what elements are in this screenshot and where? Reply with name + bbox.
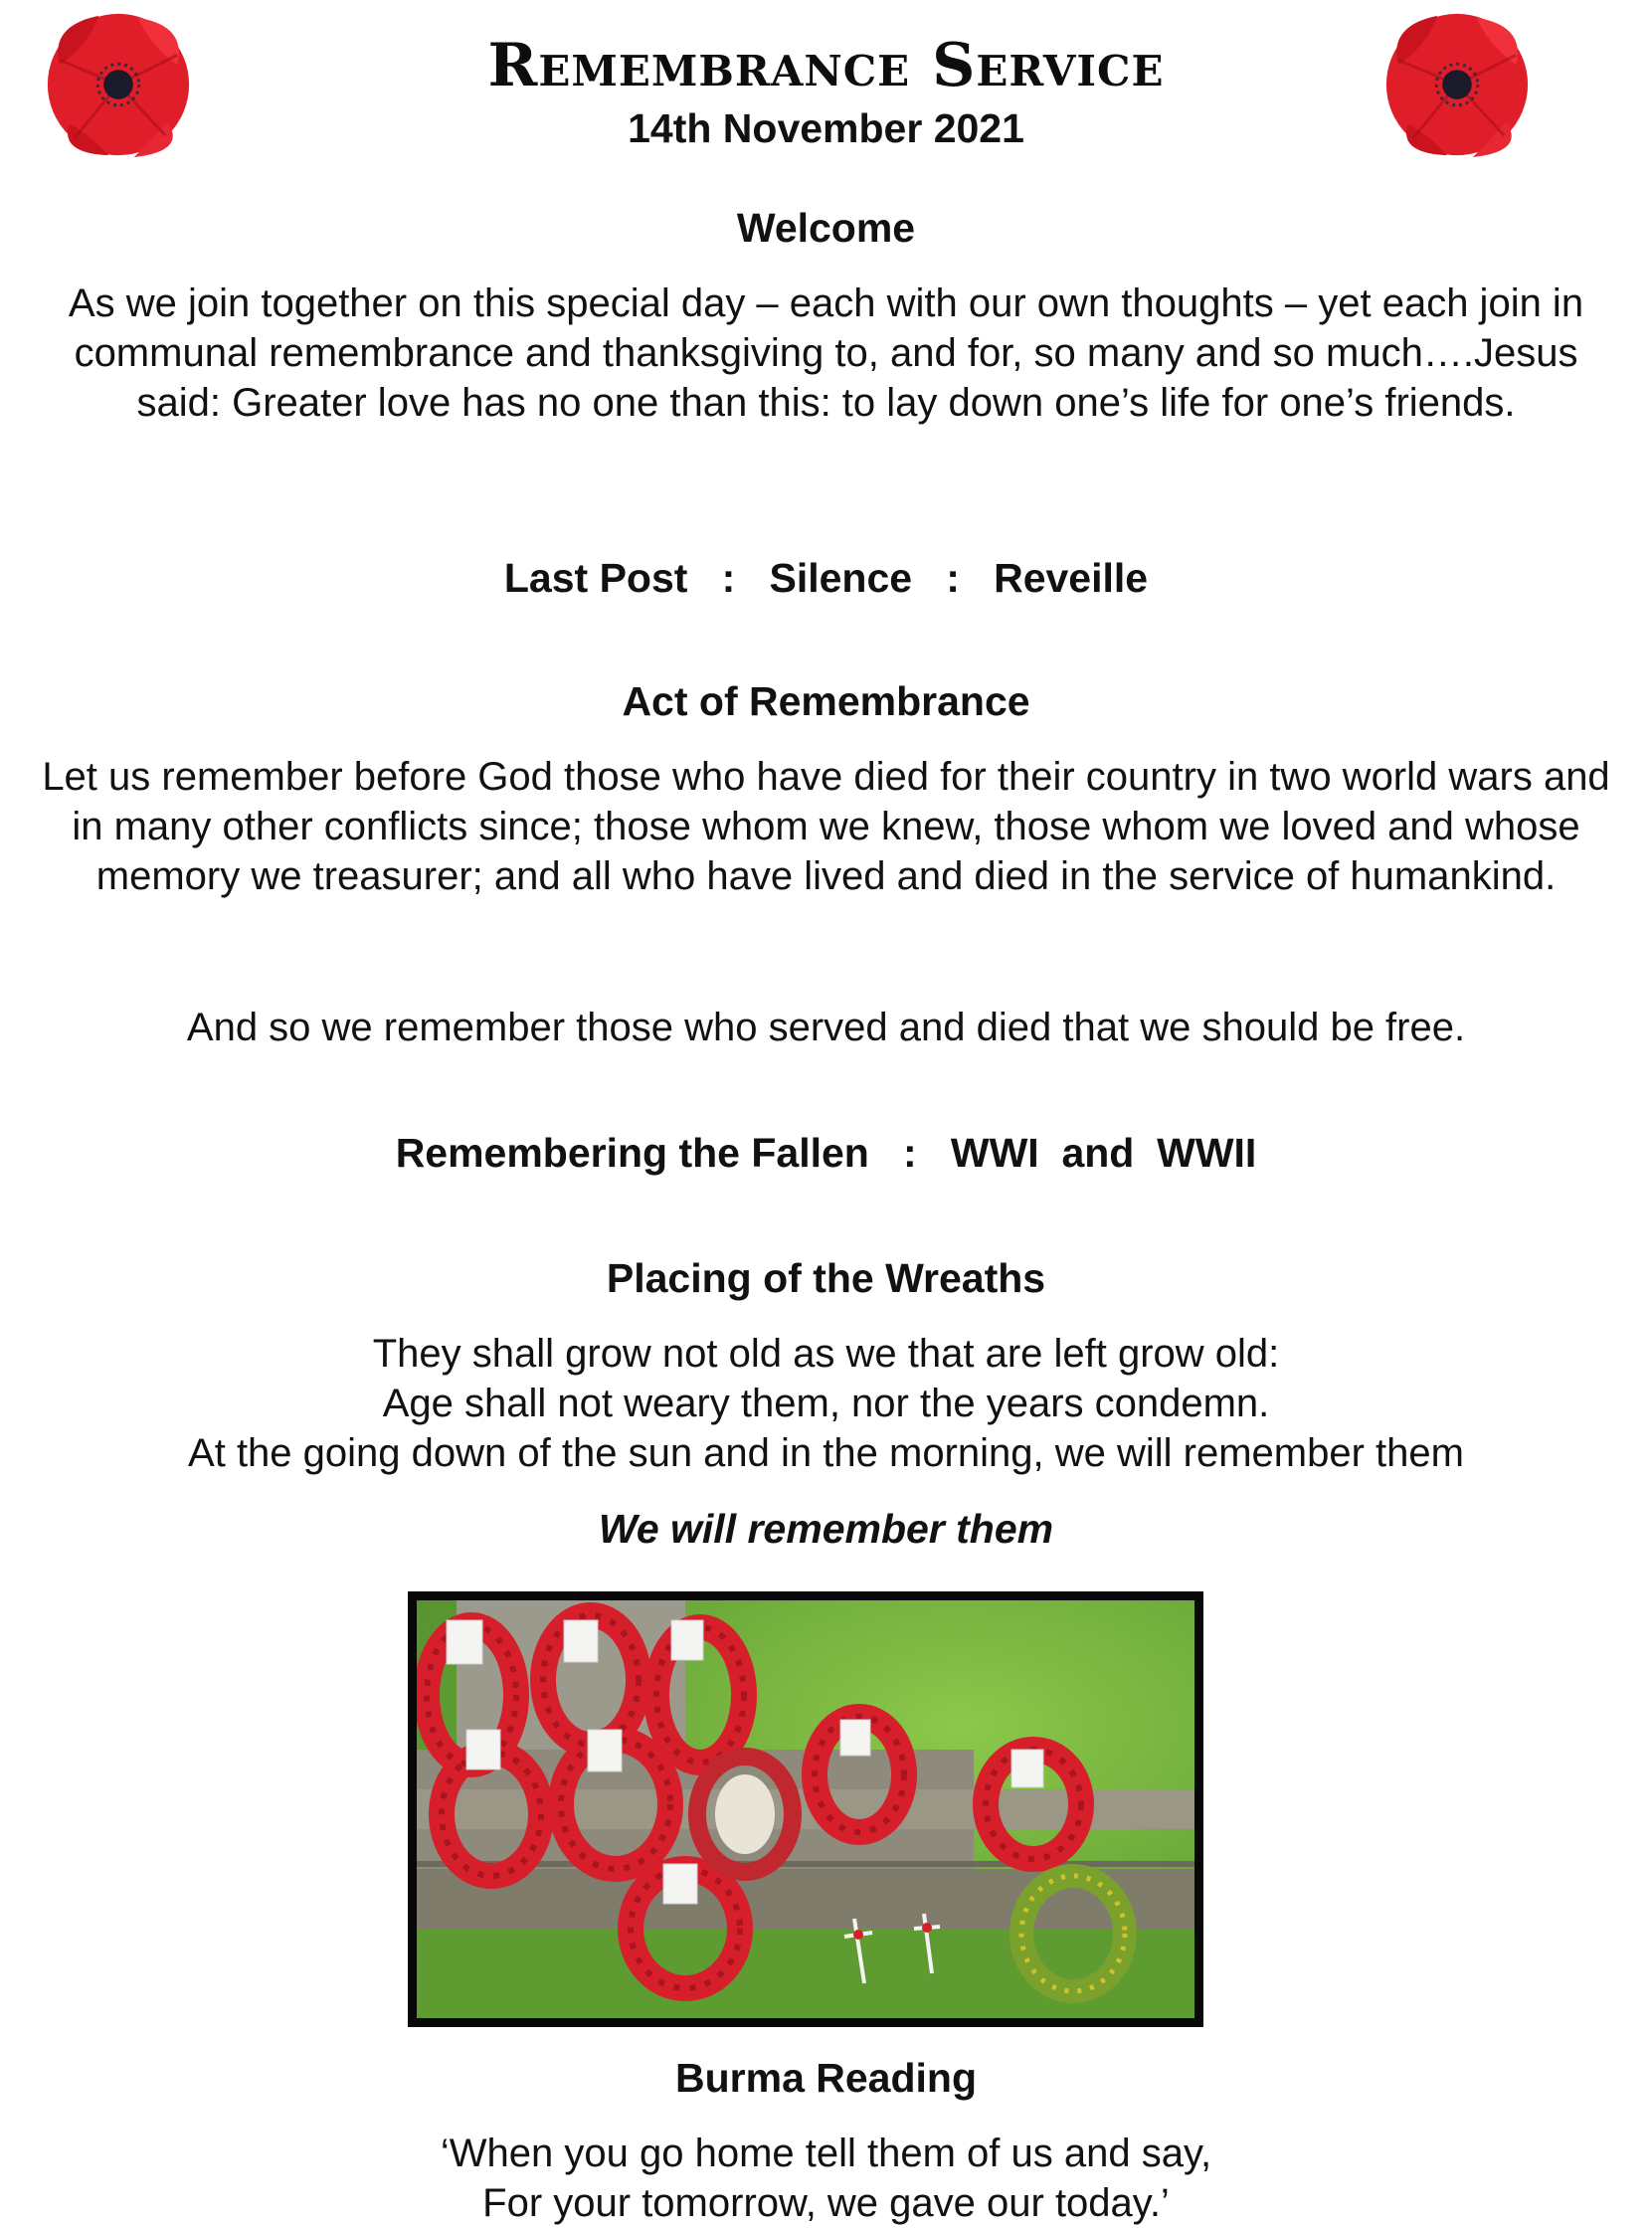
service-date: 14th November 2021	[628, 105, 1024, 151]
burma-reading-heading: Burma Reading	[675, 2055, 977, 2101]
placing-of-wreaths-heading: Placing of the Wreaths	[606, 1255, 1046, 1301]
separator: :	[903, 1130, 917, 1176]
burma-reading-text	[40, 2129, 1612, 2228]
poppy-wreaths-photo	[408, 1591, 1203, 2027]
wreaths-verse	[40, 1329, 1612, 1478]
verse-line: They shall grow not old as we that are left grow old:	[372, 1332, 1280, 1376]
act-of-remembrance-closing: And so we remember those who served and died that we should be free.	[186, 1006, 1466, 1049]
act-of-remembrance-heading: Act of Remembrance	[622, 678, 1030, 724]
silence-label: Silence	[769, 555, 913, 601]
welcome-text: As we join together on this special day – each with our own thoughts – yet each join in communal remembrance and thanksgiving to, and for, so many and so much….Jesus said: Greater love has no one than this: to lay down one’s life for one’s friends.	[68, 281, 1584, 425]
reading-line: For your tomorrow, we gave our today.’	[482, 2181, 1170, 2225]
remembering-the-fallen	[0, 1128, 1652, 1178]
verse-line: At the going down of the sun and in the morning, we will remember them	[188, 1431, 1464, 1475]
order-of-service	[0, 553, 1652, 603]
fallen-label: Remembering the Fallen	[395, 1130, 869, 1176]
separator: :	[946, 555, 960, 601]
welcome-heading: Welcome	[736, 205, 916, 251]
verse-line: Age shall not weary them, nor the years condemn.	[382, 1382, 1270, 1425]
response-line: We will remember them	[598, 1506, 1054, 1552]
reveille-label: Reveille	[994, 555, 1149, 601]
reading-line: ‘When you go home tell them of us and say,	[440, 2132, 1212, 2175]
act-of-remembrance-text: Let us remember before God those who have died for their country in two world wars and in many other conflicts since; those whom we knew, those whom we loved and whose memory we treasurer; and all who have lived and died in the service of humankind.	[42, 755, 1610, 898]
page-title: Remembrance Service	[487, 31, 1165, 100]
fallen-wars: WWI and WWII	[950, 1130, 1257, 1176]
separator: :	[721, 555, 736, 601]
last-post-label: Last Post	[503, 555, 688, 601]
